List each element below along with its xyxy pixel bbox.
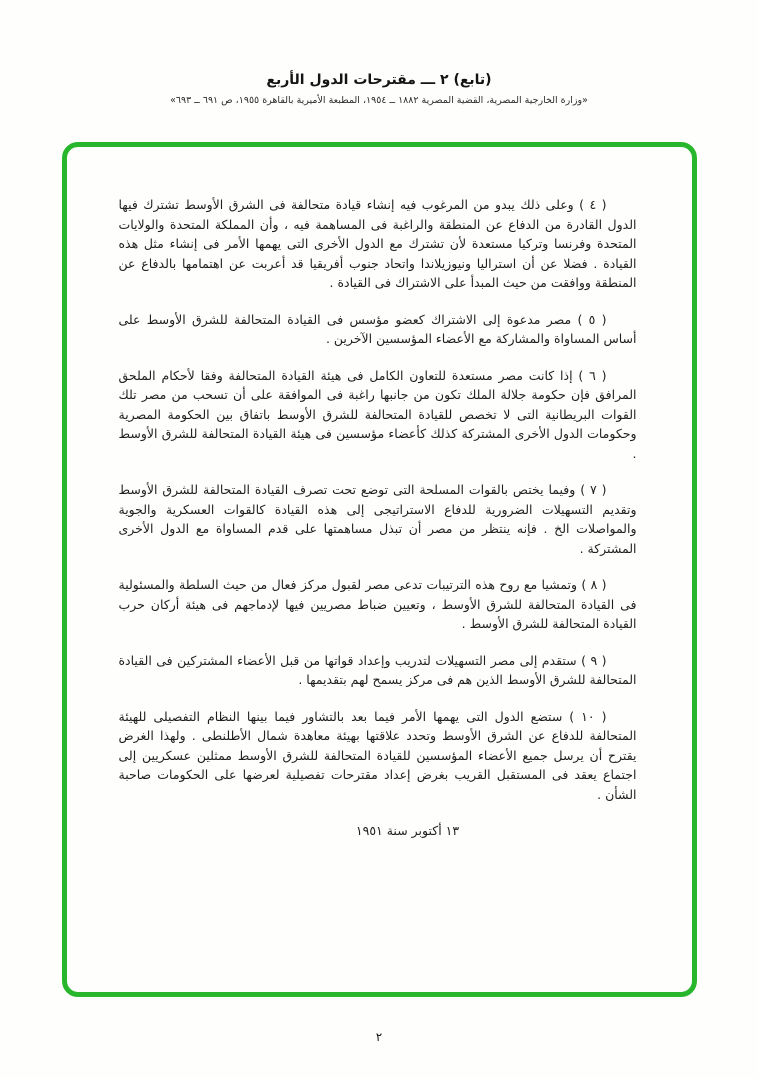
document-text-body [119,195,637,841]
document-paragraph-7: ( ٧ ) وفيما يختص بالقوات المسلحة التى توضع تحت تصرف القيادة المتحالفة للشرق الأوسط وتقديم التسهيلات الضرورية للدفاع الاستراتيجى إلى هذه القيادة كالقوات العسكرية والجوية والمواصلات الخ . فإنه ينتظر من مصر أن تبذل مساهمتها على قدم المساواة مع الدول الأخرى المشتركة . [118,482,637,556]
document-paragraph-10: ( ١٠ ) ستضع الدول التى يهمها الأمر فيما بعد بالتشاور فيما بينها النظام التفصيلى للهيئة المتحالفة للدفاع عن الشرق الأوسط وتحدد علاقتها بهيئة معاهدة شمال الأطلنطى . ولهذا الغرض يقترح أن يرسل جميع الأعضاء المؤسسين للقيادة المتحالفة للشرق الأوسط ممثلين عسكريين إلى اجتماع يعقد فى المستقبل القريب بغرض إعداد مقترحات تفصيلية لعرضها على الحكومات صاحبة الشأن . [118,708,637,802]
source-citation-line: «وزارة الخارجية المصرية، القضية المصرية ١٨٨٢ ــ ١٩٥٤، المطبعة الأميرية بالقاهرة ١٩٥٥، ص ٦٩١ ــ ٦٩٣» [170,95,588,106]
document-date-line: ١٣ أكتوبر سنة ١٩٥١ [355,823,460,838]
document-paragraph-6: ( ٦ ) إذا كانت مصر مستعدة للتعاون الكامل فى هيئة القيادة المتحالفة وفقا لأحكام الملحق المرافق فإن حكومة جلالة الملك تكون من جانبها راغبة فى الموافقة على أن تسحب من مصر تلك القوات البريطانية التى لا تخصص للقيادة المتحالفة للشرق الأوسط باتفاق بين الحكومة المصرية وحكومات الدول الأخرى المشتركة كذلك كأعضاء مؤسسين فى هيئة القيادة المتحالفة للشرق الأوسط . [118,367,637,461]
document-paragraph-9: ( ٩ ) ستقدم إلى مصر التسهيلات لتدريب وإعداد قواتها من قبل الأعضاء المشتركين فى القيادة المتحالفة للشرق الأوسط الذين هم فى مركز يسمح لهم بتقديمها . [118,652,637,687]
page-title: (تابع) ٢ ـــ مقترحات الدول الأربع [266,72,492,88]
document-paragraph-8: ( ٨ ) وتمشيا مع روح هذه الترتيبات تدعى مصر لقبول مركز فعال من حيث السلطة والمسئولية فى القيادة المتحالفة للشرق الأوسط ، وتعيين ضباط مصريين فيها لإدماجهم فى هيئة أركان حرب القيادة المتحالفة للشرق الأوسط . [118,577,637,631]
page-number: ٢ [375,1030,383,1044]
document-header [0,0,758,106]
document-paragraph-4: ( ٤ ) وعلى ذلك يبدو من المرغوب فيه إنشاء قيادة متحالفة فى الشرق الأوسط تشترك فيها الدول القادرة من الدفاع عن المنطقة والراغبة فى المساهمة فيه ، وأن المملكة المتحدة والولايات المتحدة وفرنسا وتركيا مستعدة لأن تشترك مع الدول الأخرى التى يهمها الأمر فى إنشاء مثل هذه القيادة . فضلا عن أن استراليا ونيوزيلاندا واتحاد جنوب أفريقيا قد أعربت عن اهتمامها بالدفاع عن المنطقة ووافقت من حيث المبدأ على الاشتراك فى القيادة . [118,197,637,290]
scanned-document-frame [62,142,697,997]
document-paragraph-5: ( ٥ ) مصر مدعوة إلى الاشتراك كعضو مؤسس فى القيادة المتحالفة للشرق الأوسط على أساس المساواة والمشاركة مع الأعضاء المؤسسين الآخرين . [118,311,637,346]
